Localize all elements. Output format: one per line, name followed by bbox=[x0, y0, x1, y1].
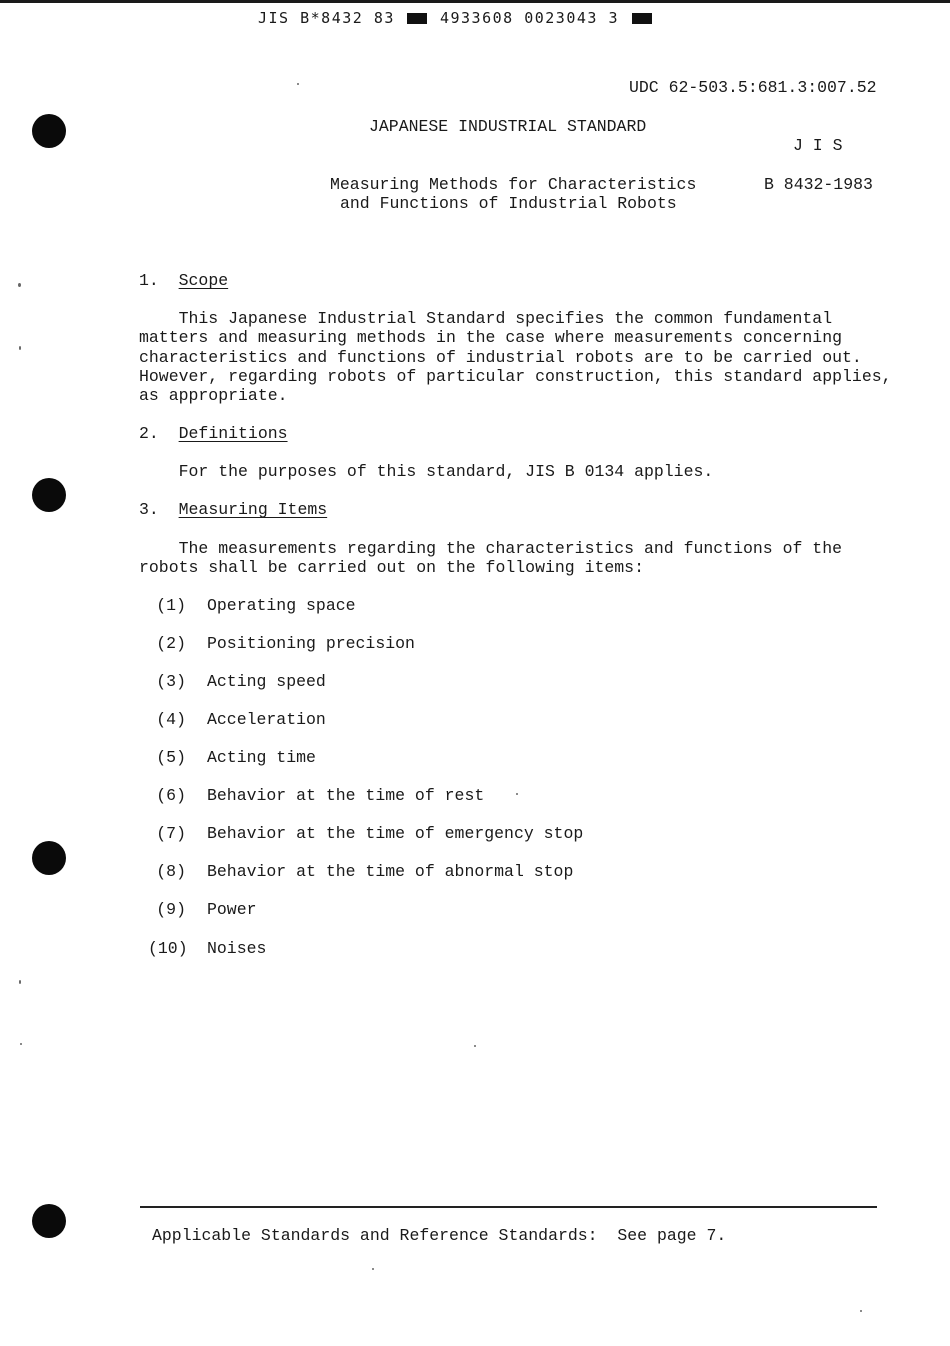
scan-speck bbox=[19, 980, 21, 984]
udc-code: UDC 62-503.5:681.3:007.52 bbox=[629, 78, 877, 97]
organization-title: JAPANESE INDUSTRIAL STANDARD bbox=[369, 117, 647, 136]
list-item: Operating space bbox=[207, 596, 356, 615]
list-item: Behavior at the time of rest bbox=[207, 786, 485, 805]
binder-hole-icon bbox=[32, 841, 66, 875]
list-item: Behavior at the time of emergency stop bbox=[207, 824, 584, 843]
scan-speck bbox=[372, 1268, 374, 1270]
binder-hole-icon bbox=[32, 1204, 66, 1238]
list-item: Acting time bbox=[207, 748, 316, 767]
scan-speck bbox=[20, 1043, 22, 1045]
scope-paragraph bbox=[139, 309, 892, 406]
section-title: Definitions bbox=[178, 424, 288, 443]
redaction-block-icon bbox=[632, 13, 652, 24]
list-item-number: (3) bbox=[156, 672, 186, 691]
section-number: 2. bbox=[139, 424, 159, 443]
footer-note: Applicable Standards and Reference Standards: See page 7. bbox=[152, 1226, 727, 1245]
scan-header-code bbox=[258, 9, 654, 27]
document-title-line2: and Functions of Industrial Robots bbox=[340, 194, 677, 213]
list-item: Power bbox=[207, 900, 257, 919]
section-number: 3. bbox=[139, 500, 159, 519]
section-heading-scope bbox=[139, 271, 228, 290]
redaction-block-icon bbox=[407, 13, 427, 24]
scan-header-part2: 4933608 0023043 3 bbox=[439, 9, 619, 27]
list-item-number: (2) bbox=[156, 634, 186, 653]
footer-divider bbox=[140, 1206, 877, 1208]
section-title: Measuring Items bbox=[178, 500, 328, 519]
list-item-number: (7) bbox=[156, 824, 186, 843]
section-heading-measuring-items bbox=[139, 500, 327, 519]
list-item-number: (6) bbox=[156, 786, 186, 805]
scan-speck bbox=[19, 346, 21, 350]
paragraph-line: robots shall be carried out on the following items: bbox=[139, 558, 644, 578]
binder-hole-icon bbox=[32, 114, 66, 148]
scan-speck bbox=[18, 283, 21, 287]
list-item: Acceleration bbox=[207, 710, 326, 729]
measuring-items-paragraph bbox=[139, 539, 879, 578]
list-item-number: (9) bbox=[156, 900, 186, 919]
paragraph-line: For the purposes of this standard, JIS B 0134 applies. bbox=[139, 462, 714, 481]
section-number: 1. bbox=[139, 271, 159, 290]
scan-top-border bbox=[0, 0, 950, 3]
paragraph-line: However, regarding robots of particular construction, this standard applies, bbox=[139, 366, 892, 386]
paragraph-line: characteristics and functions of industrial robots are to be carried out. bbox=[139, 347, 862, 367]
scan-speck bbox=[474, 1045, 476, 1047]
list-item-number: (8) bbox=[156, 862, 186, 881]
list-item-number: (10) bbox=[148, 939, 188, 958]
binder-hole-icon bbox=[32, 478, 66, 512]
paragraph-line: as appropriate. bbox=[139, 386, 288, 406]
list-item: Noises bbox=[207, 939, 267, 958]
scan-speck bbox=[516, 793, 518, 795]
standard-number: B 8432-1983 bbox=[764, 175, 873, 194]
list-item-number: (1) bbox=[156, 596, 186, 615]
list-item-number: (4) bbox=[156, 710, 186, 729]
list-item: Acting speed bbox=[207, 672, 326, 691]
scan-header-part1: JIS B*8432 83 bbox=[258, 9, 395, 27]
definitions-paragraph bbox=[139, 462, 879, 481]
section-heading-definitions bbox=[139, 424, 288, 443]
scan-speck bbox=[860, 1310, 862, 1312]
scan-speck bbox=[297, 83, 299, 85]
list-item: Positioning precision bbox=[207, 634, 415, 653]
paragraph-line: This Japanese Industrial Standard specifies the common fundamental bbox=[139, 309, 833, 328]
paragraph-line: matters and measuring methods in the case where measurements concerning bbox=[139, 328, 843, 348]
section-title: Scope bbox=[178, 271, 229, 290]
document-title-line1: Measuring Methods for Characteristics bbox=[330, 175, 697, 194]
list-item-number: (5) bbox=[156, 748, 186, 767]
list-item: Behavior at the time of abnormal stop bbox=[207, 862, 574, 881]
jis-mark: J I S bbox=[793, 136, 843, 155]
paragraph-line: The measurements regarding the characteristics and functions of the bbox=[139, 539, 843, 558]
